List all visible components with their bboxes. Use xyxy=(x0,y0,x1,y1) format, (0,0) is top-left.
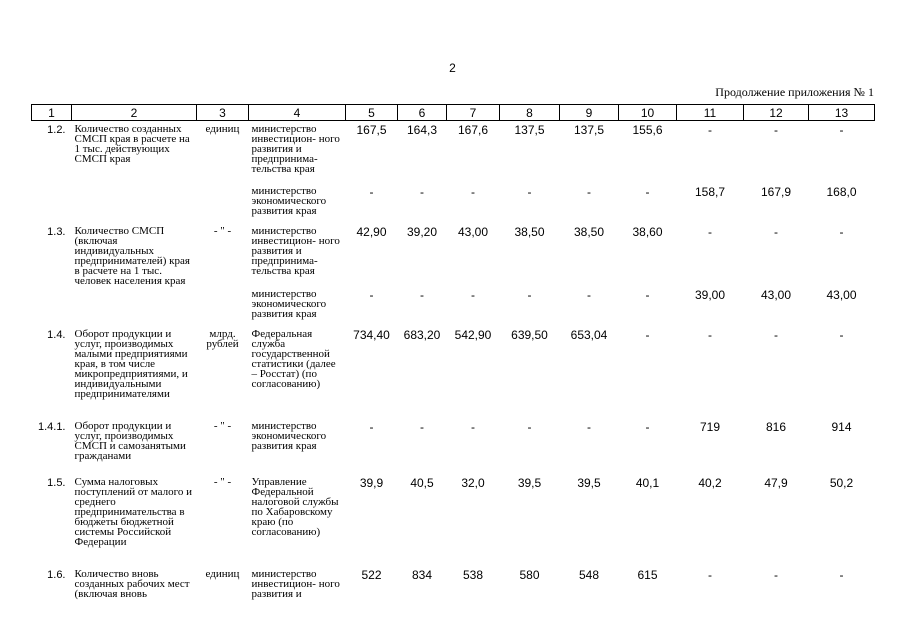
column-header-3: 3 xyxy=(197,105,249,121)
value-cell: - xyxy=(420,184,424,199)
unit-cell: - " - xyxy=(213,475,232,488)
value-cell: - xyxy=(708,327,712,342)
unit-cell xyxy=(197,286,249,326)
row-code: 1.5. xyxy=(47,476,66,489)
value-cell: - xyxy=(369,184,374,199)
value-cell: 522 xyxy=(361,567,382,582)
unit-cell: единиц xyxy=(205,123,240,135)
table-row xyxy=(32,286,875,326)
value-cell: - xyxy=(587,184,591,199)
unit-cell: млрд. рублей xyxy=(206,327,239,350)
responsible-body: министерство экономического развития края xyxy=(251,184,327,217)
value-cell: 38,50 xyxy=(573,224,605,239)
table-row xyxy=(32,183,875,223)
indicator-name xyxy=(72,183,197,223)
indicator-name: Оборот продукции и услуг, производимых СМСП и самозанятыми гражданами xyxy=(74,419,186,462)
value-cell: - xyxy=(774,567,778,582)
unit-cell xyxy=(197,183,249,223)
table-row xyxy=(32,121,875,183)
value-cell: 542,90 xyxy=(454,327,492,342)
value-cell: 167,9 xyxy=(760,184,792,199)
continuation-label: Продолжение приложения № 1 xyxy=(715,85,874,99)
table-row xyxy=(32,566,875,616)
responsible-body: министерство инвестицион- ного развития и предпринима- тельства края xyxy=(251,123,340,175)
value-cell: 32,0 xyxy=(461,475,485,490)
row-code: 1.3. xyxy=(47,225,66,238)
indicator-name: Оборот продукции и услуг, производимых малыми предприятиями края, в том числе микропредприятиями, и индивидуальными предпринимателями xyxy=(74,327,188,400)
column-header-7: 7 xyxy=(447,105,500,121)
row-code: 1.2. xyxy=(47,124,66,136)
value-cell: 40,1 xyxy=(635,475,660,490)
indicator-name xyxy=(72,286,197,326)
value-cell: 719 xyxy=(699,419,721,434)
column-header-8: 8 xyxy=(500,105,560,121)
column-header-10: 10 xyxy=(619,105,677,121)
value-cell: 40,5 xyxy=(410,475,434,490)
table-body xyxy=(32,121,875,616)
indicator-name: Количество СМСП (включая индивидуальных предпринимателей) края в расчете на 1 тыс. человек населения края xyxy=(74,224,190,287)
column-header-11: 11 xyxy=(677,105,744,121)
value-cell: - xyxy=(369,419,374,434)
value-cell: 155,6 xyxy=(632,123,663,137)
value-cell: - xyxy=(839,567,844,582)
column-header-5: 5 xyxy=(346,105,398,121)
column-header-13: 13 xyxy=(809,105,875,121)
table-row xyxy=(32,223,875,286)
column-header-1: 1 xyxy=(32,105,72,121)
value-cell: 47,9 xyxy=(764,475,788,490)
value-cell: - xyxy=(645,327,650,342)
value-cell: - xyxy=(645,287,650,302)
value-cell: 653,04 xyxy=(570,327,608,342)
column-header-6: 6 xyxy=(398,105,447,121)
value-cell: 164,3 xyxy=(406,123,438,137)
value-cell: - xyxy=(527,287,532,302)
value-cell: 50,2 xyxy=(829,475,854,490)
value-cell: 40,2 xyxy=(698,475,722,490)
value-cell: 538 xyxy=(462,567,484,582)
unit-cell: единиц xyxy=(205,567,240,580)
responsible-body: министерство экономического развития края xyxy=(251,287,327,320)
value-cell: 43,00 xyxy=(826,287,857,302)
value-cell: - xyxy=(774,123,778,137)
value-cell: 137,5 xyxy=(573,123,605,137)
row-code: 1.4. xyxy=(47,328,66,341)
column-header-9: 9 xyxy=(560,105,619,121)
responsible-body: Управление Федеральной налоговой службы по Хабаровскому краю (по согласованию) xyxy=(251,475,339,538)
unit-cell: - " - xyxy=(213,419,232,432)
value-cell: 615 xyxy=(637,567,658,582)
value-cell: - xyxy=(708,123,712,137)
value-cell: - xyxy=(527,184,532,199)
column-header-12: 12 xyxy=(744,105,809,121)
value-cell: 580 xyxy=(519,567,540,582)
value-cell: - xyxy=(420,287,424,302)
value-cell: 548 xyxy=(578,567,600,582)
value-cell: 158,7 xyxy=(694,184,726,199)
value-cell: - xyxy=(645,184,650,199)
value-cell: 914 xyxy=(831,419,852,434)
row-code xyxy=(32,183,72,223)
value-cell: 734,40 xyxy=(353,327,390,342)
value-cell: - xyxy=(774,327,778,342)
value-cell: 39,00 xyxy=(694,287,726,302)
value-cell: - xyxy=(369,287,374,302)
value-cell: - xyxy=(587,419,591,434)
page-number: 2 xyxy=(449,61,456,75)
value-cell: 43,00 xyxy=(760,287,792,302)
value-cell: - xyxy=(839,224,844,239)
value-cell: 167,5 xyxy=(356,123,387,137)
table-row xyxy=(32,418,875,474)
value-cell: - xyxy=(471,184,475,199)
value-cell: 39,9 xyxy=(359,475,384,490)
value-cell: - xyxy=(420,419,424,434)
value-cell: 639,50 xyxy=(511,327,548,342)
table-row xyxy=(32,474,875,566)
indicator-name: Сумма налоговых поступлений от малого и среднего предпринимательства в бюджеты бюджетной системы Российской Федерации xyxy=(74,475,193,548)
value-cell: 834 xyxy=(411,567,433,582)
value-cell: - xyxy=(708,567,712,582)
responsible-body: Федеральная служба государственной статистики (далее – Росстат) (по согласованию) xyxy=(251,327,336,390)
value-cell: - xyxy=(471,419,475,434)
table-row xyxy=(32,326,875,418)
indicator-name: Количество вновь созданных рабочих мест (включая вновь xyxy=(74,567,190,600)
value-cell: 167,6 xyxy=(457,123,489,137)
value-cell: 39,20 xyxy=(406,224,438,239)
indicator-name: Количество созданных СМСП края в расчете на 1 тыс. действующих СМСП края xyxy=(74,123,190,165)
value-cell: - xyxy=(645,419,650,434)
value-cell: - xyxy=(471,287,475,302)
column-number-row xyxy=(32,105,875,121)
responsible-body: министерство инвестицион- ного развития и xyxy=(251,567,340,600)
value-cell: 137,5 xyxy=(514,123,545,137)
value-cell: 43,00 xyxy=(457,224,489,239)
value-cell: 38,50 xyxy=(514,224,545,239)
responsible-body: министерство экономического развития края xyxy=(251,419,327,452)
row-code: 1.4.1. xyxy=(37,420,66,433)
value-cell: - xyxy=(839,123,844,137)
value-cell: 39,5 xyxy=(577,475,601,490)
column-header-2: 2 xyxy=(72,105,197,121)
value-cell: - xyxy=(839,327,844,342)
value-cell: 38,60 xyxy=(632,224,663,239)
value-cell: 42,90 xyxy=(356,224,387,239)
value-cell: 168,0 xyxy=(826,184,857,199)
row-code xyxy=(32,286,72,326)
column-header-4: 4 xyxy=(249,105,346,121)
value-cell: - xyxy=(527,419,532,434)
row-code: 1.6. xyxy=(47,568,66,581)
responsible-body: министерство инвестицион- ного развития и предпринима- тельства края xyxy=(251,224,340,277)
value-cell: 39,5 xyxy=(517,475,542,490)
value-cell: 683,20 xyxy=(403,327,441,342)
value-cell: - xyxy=(774,224,778,239)
value-cell: - xyxy=(587,287,591,302)
indicators-table xyxy=(31,104,875,616)
value-cell: - xyxy=(708,224,712,239)
unit-cell: - " - xyxy=(213,224,232,237)
value-cell: 816 xyxy=(765,419,787,434)
